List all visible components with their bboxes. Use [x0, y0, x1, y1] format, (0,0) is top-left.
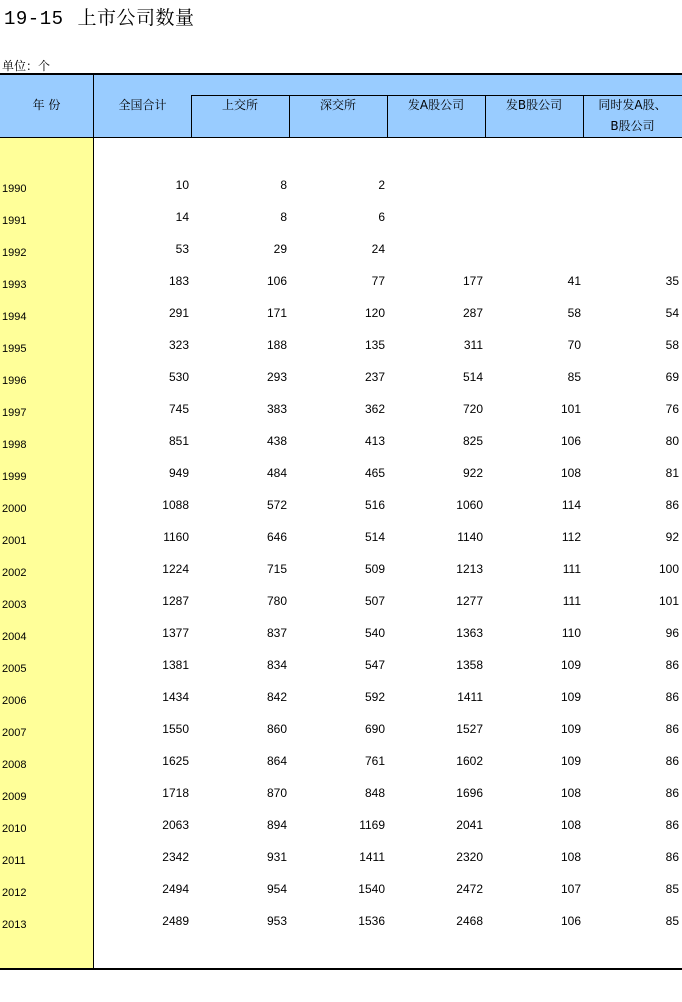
- cell-a: 922: [462, 466, 483, 480]
- table-row: [0, 879, 682, 899]
- cell-ab: 86: [665, 690, 679, 704]
- table-row: [0, 655, 682, 675]
- table-row: [0, 335, 682, 355]
- cell-a: 1060: [456, 498, 483, 512]
- table-row: [0, 719, 682, 739]
- cell-sse: 780: [266, 594, 287, 608]
- cell-sse: 953: [266, 914, 287, 928]
- cell-year: 1992: [2, 247, 27, 259]
- cell-b: 110: [561, 626, 581, 640]
- cell-szse: 507: [364, 594, 385, 608]
- cell-szse: 848: [364, 786, 385, 800]
- cell-a: 2320: [456, 850, 483, 864]
- cell-total: 10: [175, 178, 189, 192]
- cell-a: 1363: [456, 626, 483, 640]
- cell-year: 1991: [2, 215, 27, 227]
- cell-total: 1224: [162, 562, 189, 576]
- cell-b: 109: [560, 722, 581, 736]
- cell-a: 1527: [456, 722, 483, 736]
- header-szse: 深交所: [319, 98, 356, 112]
- cell-b: 108: [560, 850, 581, 864]
- cell-sse: 834: [266, 658, 287, 672]
- header-ab-share-line1: 同时发A股、: [598, 98, 667, 112]
- cell-sse: 8: [280, 210, 287, 224]
- table-row: [0, 367, 682, 387]
- table-row: [0, 751, 682, 771]
- cell-szse: 540: [364, 626, 385, 640]
- cell-szse: 592: [364, 690, 385, 704]
- cell-ab: 58: [665, 338, 679, 352]
- cell-ab: 86: [665, 722, 679, 736]
- cell-year: 1994: [2, 311, 27, 323]
- cell-b: 112: [561, 530, 581, 544]
- table-row: [0, 463, 682, 483]
- header-b-share: 发B股公司: [505, 98, 563, 112]
- cell-b: 58: [567, 306, 581, 320]
- cell-total: 1287: [162, 594, 189, 608]
- cell-ab: 85: [665, 914, 679, 928]
- cell-b: 109: [560, 658, 581, 672]
- table-row: [0, 431, 682, 451]
- cell-b: 101: [560, 402, 581, 416]
- cell-ab: 35: [665, 274, 679, 288]
- cell-total: 530: [168, 370, 189, 384]
- table-row: [0, 271, 682, 291]
- cell-total: 2063: [162, 818, 189, 832]
- cell-a: 1411: [457, 690, 483, 704]
- cell-szse: 514: [364, 530, 385, 544]
- cell-b: 109: [560, 754, 581, 768]
- cell-sse: 954: [266, 882, 287, 896]
- cell-a: 1277: [456, 594, 483, 608]
- cell-szse: 135: [364, 338, 385, 352]
- cell-total: 2342: [162, 850, 189, 864]
- header-ab-share-line2: B股公司: [610, 119, 655, 133]
- table-number: 19-15: [4, 8, 64, 30]
- cell-year: 2004: [2, 631, 27, 643]
- cell-ab: 80: [665, 434, 679, 448]
- cell-szse: 761: [364, 754, 385, 768]
- cell-total: 2494: [162, 882, 189, 896]
- cell-a: 2041: [456, 818, 483, 832]
- cell-year: 2006: [2, 695, 27, 707]
- cell-sse: 864: [266, 754, 287, 768]
- cell-a: 720: [462, 402, 483, 416]
- cell-b: 111: [562, 594, 581, 608]
- cell-sse: 931: [266, 850, 287, 864]
- cell-szse: 362: [364, 402, 385, 416]
- cell-total: 745: [168, 402, 189, 416]
- cell-b: 108: [560, 818, 581, 832]
- cell-b: 70: [567, 338, 581, 352]
- unit-label: 单位：个: [2, 59, 51, 73]
- cell-szse: 77: [371, 274, 385, 288]
- cell-ab: 86: [665, 786, 679, 800]
- cell-szse: 1411: [359, 850, 385, 864]
- cell-b: 106: [560, 914, 581, 928]
- cell-szse: 24: [371, 242, 385, 256]
- table-row: [0, 559, 682, 579]
- cell-ab: 76: [665, 402, 679, 416]
- cell-ab: 86: [665, 754, 679, 768]
- cell-year: 2000: [2, 503, 27, 515]
- table-row: [0, 687, 682, 707]
- cell-total: 1550: [162, 722, 189, 736]
- cell-year: 2013: [2, 919, 27, 931]
- table-row: [0, 399, 682, 419]
- cell-b: 107: [560, 882, 581, 896]
- cell-szse: 237: [364, 370, 385, 384]
- cell-ab: 81: [665, 466, 679, 480]
- cell-ab: 86: [665, 818, 679, 832]
- cell-year: 1997: [2, 407, 27, 419]
- cell-ab: 86: [665, 850, 679, 864]
- cell-szse: 690: [364, 722, 385, 736]
- cell-ab: 69: [665, 370, 679, 384]
- table-row: [0, 175, 682, 195]
- cell-ab: 86: [665, 498, 679, 512]
- cell-year: 1990: [2, 183, 27, 195]
- cell-a: 177: [462, 274, 483, 288]
- cell-a: 2472: [456, 882, 483, 896]
- table-row: [0, 815, 682, 835]
- header-a-share: 发A股公司: [407, 98, 465, 112]
- table-row: [0, 911, 682, 931]
- cell-sse: 715: [266, 562, 287, 576]
- cell-sse: 894: [266, 818, 287, 832]
- cell-year: 2008: [2, 759, 27, 771]
- cell-sse: 484: [266, 466, 287, 480]
- table-row: [0, 303, 682, 323]
- cell-b: 111: [562, 562, 581, 576]
- cell-total: 183: [168, 274, 189, 288]
- cell-sse: 293: [266, 370, 287, 384]
- cell-szse: 2: [378, 178, 385, 192]
- cell-total: 323: [168, 338, 189, 352]
- cell-total: 1160: [163, 530, 189, 544]
- cell-szse: 6: [378, 210, 385, 224]
- cell-a: 825: [462, 434, 483, 448]
- table-row: [0, 847, 682, 867]
- cell-a: 287: [462, 306, 483, 320]
- cell-ab: 85: [665, 882, 679, 896]
- cell-b: 108: [560, 466, 581, 480]
- table-row: [0, 623, 682, 643]
- table-row: [0, 495, 682, 515]
- table-row: [0, 783, 682, 803]
- cell-ab: 100: [658, 562, 679, 576]
- cell-szse: 413: [364, 434, 385, 448]
- cell-sse: 438: [266, 434, 287, 448]
- cell-b: 114: [561, 498, 581, 512]
- cell-sse: 29: [273, 242, 287, 256]
- cell-total: 1377: [162, 626, 189, 640]
- cell-szse: 1169: [359, 818, 385, 832]
- cell-sse: 106: [266, 274, 287, 288]
- cell-szse: 1536: [358, 914, 385, 928]
- cell-total: 2489: [162, 914, 189, 928]
- cell-year: 1998: [2, 439, 27, 451]
- cell-a: 311: [463, 338, 483, 352]
- cell-sse: 646: [266, 530, 287, 544]
- cell-b: 109: [560, 690, 581, 704]
- cell-a: 1602: [456, 754, 483, 768]
- header-total: 全国合计: [118, 98, 167, 112]
- header-sse: 上交所: [221, 98, 258, 112]
- cell-year: 2003: [2, 599, 27, 611]
- cell-ab: 86: [665, 658, 679, 672]
- header-bottom-rule: [0, 137, 682, 138]
- cell-total: 1434: [162, 690, 189, 704]
- table-title: 上市公司数量: [77, 7, 195, 29]
- cell-a: 1696: [456, 786, 483, 800]
- cell-year: 1995: [2, 343, 27, 355]
- cell-szse: 516: [364, 498, 385, 512]
- cell-total: 291: [168, 306, 189, 320]
- cell-sse: 8: [280, 178, 287, 192]
- cell-total: 1625: [162, 754, 189, 768]
- cell-a: 1213: [456, 562, 483, 576]
- cell-sse: 171: [266, 306, 287, 320]
- cell-year: 2012: [2, 887, 27, 899]
- table-row: [0, 239, 682, 259]
- cell-ab: 101: [658, 594, 679, 608]
- cell-szse: 547: [364, 658, 385, 672]
- cell-year: 2011: [2, 855, 26, 867]
- cell-szse: 1540: [358, 882, 385, 896]
- cell-a: 514: [462, 370, 483, 384]
- cell-year: 1993: [2, 279, 27, 291]
- cell-sse: 870: [266, 786, 287, 800]
- cell-total: 53: [175, 242, 189, 256]
- cell-total: 1718: [162, 786, 189, 800]
- cell-szse: 465: [364, 466, 385, 480]
- cell-szse: 509: [364, 562, 385, 576]
- cell-year: 2002: [2, 567, 27, 579]
- table-bottom-rule: [0, 968, 682, 970]
- table-row: [0, 207, 682, 227]
- cell-total: 1088: [162, 498, 189, 512]
- table-row: [0, 591, 682, 611]
- cell-sse: 383: [266, 402, 287, 416]
- cell-year: 2001: [2, 535, 27, 547]
- cell-a: 1140: [457, 530, 483, 544]
- cell-sse: 837: [266, 626, 287, 640]
- cell-sse: 860: [266, 722, 287, 736]
- cell-ab: 54: [665, 306, 679, 320]
- cell-ab: 92: [665, 530, 679, 544]
- cell-sse: 842: [266, 690, 287, 704]
- cell-b: 106: [560, 434, 581, 448]
- cell-b: 108: [560, 786, 581, 800]
- cell-sse: 188: [266, 338, 287, 352]
- cell-szse: 120: [364, 306, 385, 320]
- cell-total: 1381: [162, 658, 189, 672]
- cell-year: 2009: [2, 791, 27, 803]
- header-year: 年 份: [32, 98, 61, 112]
- cell-total: 14: [175, 210, 189, 224]
- cell-b: 85: [567, 370, 581, 384]
- cell-a: 2468: [456, 914, 483, 928]
- table-row: [0, 527, 682, 547]
- cell-year: 2005: [2, 663, 27, 675]
- cell-total: 949: [168, 466, 189, 480]
- cell-total: 851: [168, 434, 189, 448]
- cell-ab: 96: [665, 626, 679, 640]
- cell-b: 41: [567, 274, 581, 288]
- cell-year: 2010: [2, 823, 27, 835]
- cell-a: 1358: [456, 658, 483, 672]
- cell-year: 2007: [2, 727, 27, 739]
- page-title: [4, 3, 195, 30]
- cell-year: 1999: [2, 471, 27, 483]
- cell-sse: 572: [266, 498, 287, 512]
- cell-year: 1996: [2, 375, 27, 387]
